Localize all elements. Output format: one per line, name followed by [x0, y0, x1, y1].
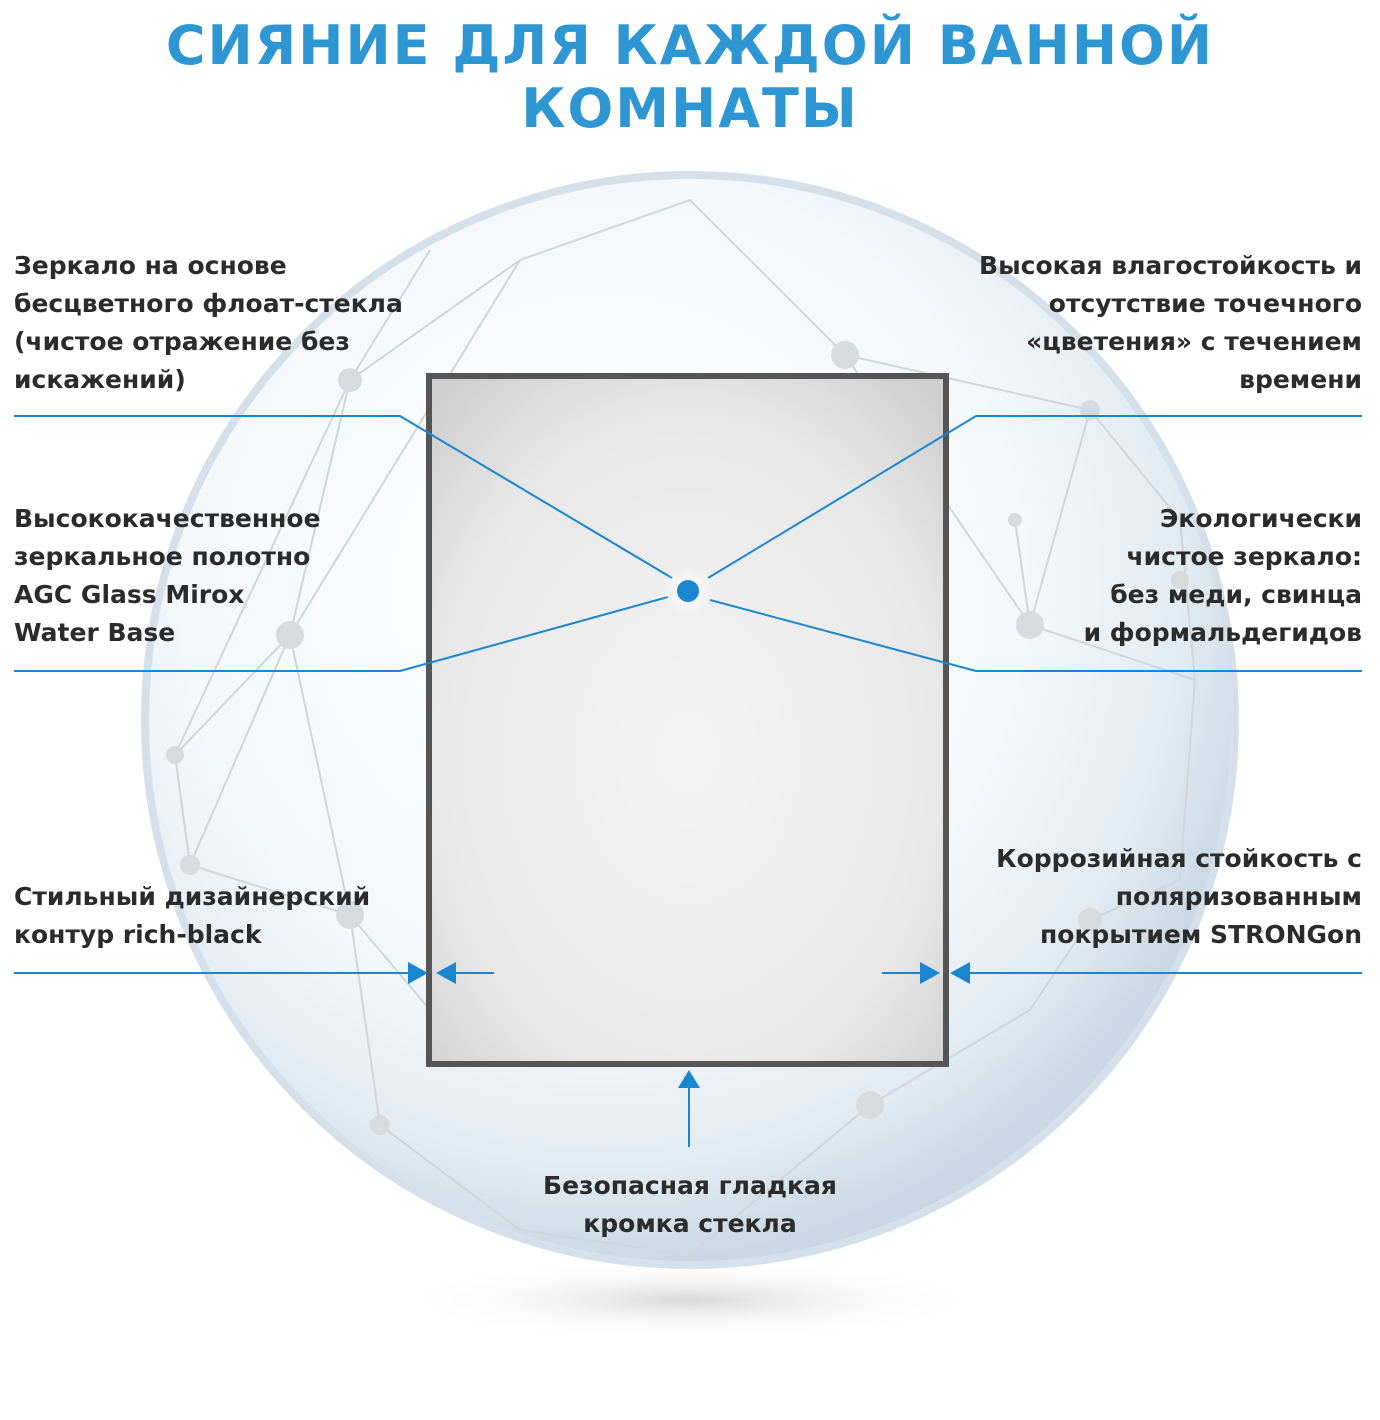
- feature-text-line: (чистое отражение без: [14, 327, 350, 356]
- network-node: [1008, 513, 1022, 527]
- network-node: [166, 746, 184, 764]
- feature-text-line: искажений): [14, 365, 186, 394]
- feature-corrosion: [996, 840, 1362, 954]
- sphere-shadow: [390, 1260, 990, 1340]
- feature-text-line: бесцветного флоат-стекла: [14, 289, 403, 318]
- feature-text-line: «цветения» с течением: [1026, 327, 1362, 356]
- feature-text-line: Экологически: [1160, 504, 1362, 533]
- feature-text-line: и формальдегидов: [1083, 618, 1362, 647]
- feature-agc-glass: [14, 500, 321, 652]
- feature-moisture: [979, 247, 1362, 399]
- feature-text-line: покрытием STRONGon: [1040, 920, 1362, 949]
- feature-text-line: Стильный дизайнерский: [14, 882, 371, 911]
- feature-eco: [1084, 500, 1362, 652]
- network-node: [1016, 611, 1044, 639]
- feature-text-line: Коррозийная стойкость с: [996, 844, 1362, 873]
- feature-contour: [14, 878, 370, 954]
- feature-text-line: Высококачественное: [14, 504, 321, 533]
- feature-text-line: чистое зеркало:: [1126, 542, 1362, 571]
- feature-text-line: Зеркало на основе: [14, 251, 287, 280]
- feature-text-line: поляризованным: [1115, 882, 1362, 911]
- focus-point: [677, 580, 699, 602]
- page-title: СИЯНИЕ ДЛЯ КАЖДОЙ ВАННОЙ КОМНАТЫ: [165, 14, 1215, 140]
- feature-text-line: Высокая влагостойкость и: [979, 251, 1362, 280]
- feature-edge: [390, 1167, 990, 1243]
- network-node: [370, 1115, 390, 1135]
- feature-text-line: контур rich-black: [14, 920, 262, 949]
- feature-text-line: зеркальное полотно: [14, 542, 311, 571]
- feature-float-glass: [14, 247, 403, 399]
- feature-text-line: AGC Glass Mirox: [14, 580, 245, 609]
- feature-text-line: без меди, свинца: [1110, 580, 1362, 609]
- feature-text-line: Water Base: [14, 618, 176, 647]
- feature-text-line: Безопасная гладкая: [543, 1171, 837, 1200]
- feature-text-line: отсутствие точечного: [1048, 289, 1362, 318]
- feature-text-line: кромка стекла: [583, 1209, 797, 1238]
- network-node: [831, 341, 859, 369]
- feature-text-line: времени: [1239, 365, 1362, 394]
- network-node: [856, 1091, 884, 1119]
- network-node: [180, 855, 200, 875]
